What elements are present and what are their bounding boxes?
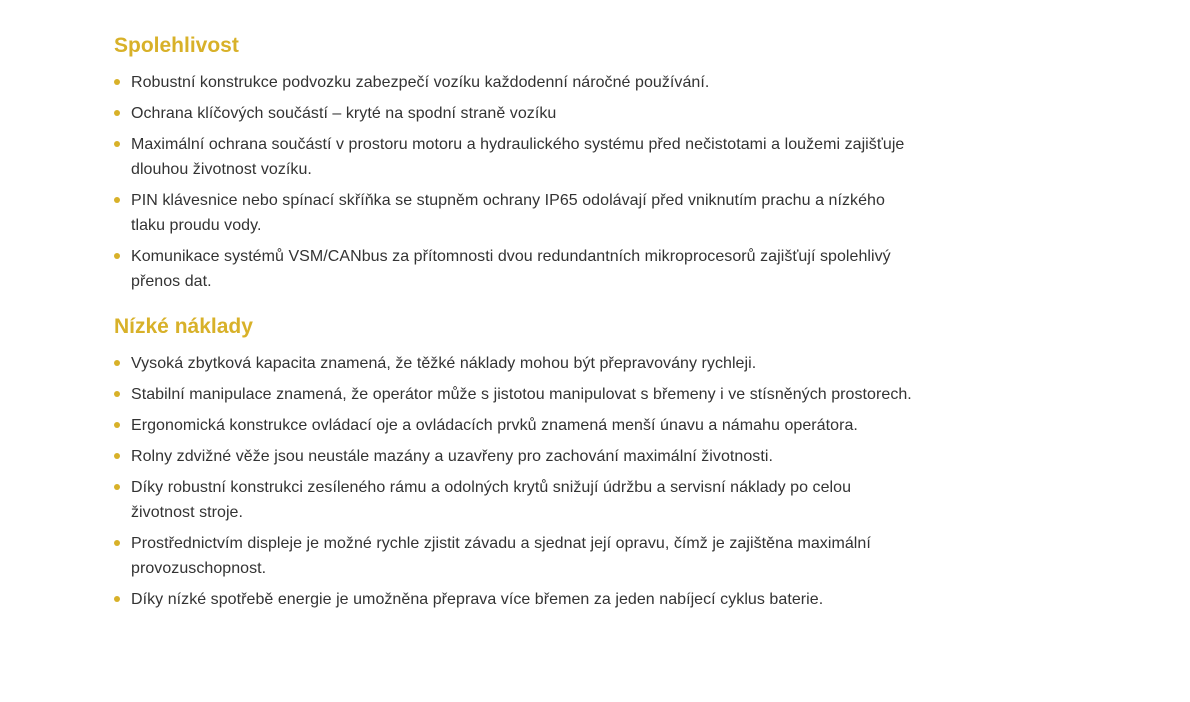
bullet-dot-icon: [114, 79, 120, 85]
list-item: [114, 188, 914, 238]
section-title: Spolehlivost: [114, 34, 239, 57]
bullet-dot-icon: [114, 253, 120, 259]
bullet-list: [114, 351, 914, 612]
bullet-dot-icon: [114, 360, 120, 366]
list-item-text: PIN klávesnice nebo spínací skříňka se stupněm ochrany IP65 odolávají před vniknutím prachu a nízkého tlaku proudu vody.: [131, 192, 885, 234]
bullet-dot-icon: [114, 110, 120, 116]
list-item-text: Díky nízké spotřebě energie je umožněna přeprava více břemen za jeden nabíjecí cyklus baterie.: [131, 591, 824, 608]
list-item-text: Díky robustní konstrukci zesíleného rámu a odolných krytů snižují údržbu a servisní náklady po celou životnost stroje.: [131, 479, 852, 521]
section-spolehlivost: [114, 33, 914, 294]
bullet-dot-icon: [114, 422, 120, 428]
list-item-text: Vysoká zbytková kapacita znamená, že těžké náklady mohou být přepravovány rychleji.: [131, 355, 757, 372]
list-item-text: Komunikace systémů VSM/CANbus za přítomnosti dvou redundantních mikroprocesorů zajišťují spolehlivý přenos dat.: [131, 248, 891, 290]
list-item: [114, 413, 914, 438]
list-item: [114, 70, 914, 95]
list-item: [114, 132, 914, 182]
list-item: [114, 244, 914, 294]
bullet-dot-icon: [114, 540, 120, 546]
list-item: [114, 444, 914, 469]
list-item: [114, 382, 914, 407]
list-item: [114, 351, 914, 376]
section-nizke-naklady: [114, 314, 914, 612]
bullet-dot-icon: [114, 453, 120, 459]
list-item-text: Rolny zdvižné věže jsou neustále mazány a uzavřeny pro zachování maximální životnosti.: [131, 448, 773, 465]
list-item: [114, 531, 914, 581]
bullet-dot-icon: [114, 484, 120, 490]
bullet-list: [114, 70, 914, 294]
list-item-text: Stabilní manipulace znamená, že operátor může s jistotou manipulovat s břemeny i ve stísněných prostorech.: [131, 386, 912, 403]
bullet-dot-icon: [114, 391, 120, 397]
bullet-dot-icon: [114, 596, 120, 602]
bullet-dot-icon: [114, 197, 120, 203]
list-item: [114, 475, 914, 525]
list-item: [114, 101, 914, 126]
list-item-text: Ochrana klíčových součástí – kryté na spodní straně vozíku: [131, 105, 557, 122]
list-item-text: Ergonomická konstrukce ovládací oje a ovládacích prvků znamená menší únavu a námahu operátora.: [131, 417, 858, 434]
list-item-text: Prostřednictvím displeje je možné rychle zjistit závadu a sjednat její opravu, čímž je zajištěna maximální provozuschopnost.: [131, 535, 871, 577]
bullet-dot-icon: [114, 141, 120, 147]
document-content: [114, 33, 914, 618]
list-item: [114, 587, 914, 612]
list-item-text: Robustní konstrukce podvozku zabezpečí vozíku každodenní náročné používání.: [131, 74, 710, 91]
section-title: Nízké náklady: [114, 315, 253, 338]
list-item-text: Maximální ochrana součástí v prostoru motoru a hydraulického systému před nečistotami a loužemi zajišťuje dlouhou životnost vozíku.: [131, 136, 905, 178]
